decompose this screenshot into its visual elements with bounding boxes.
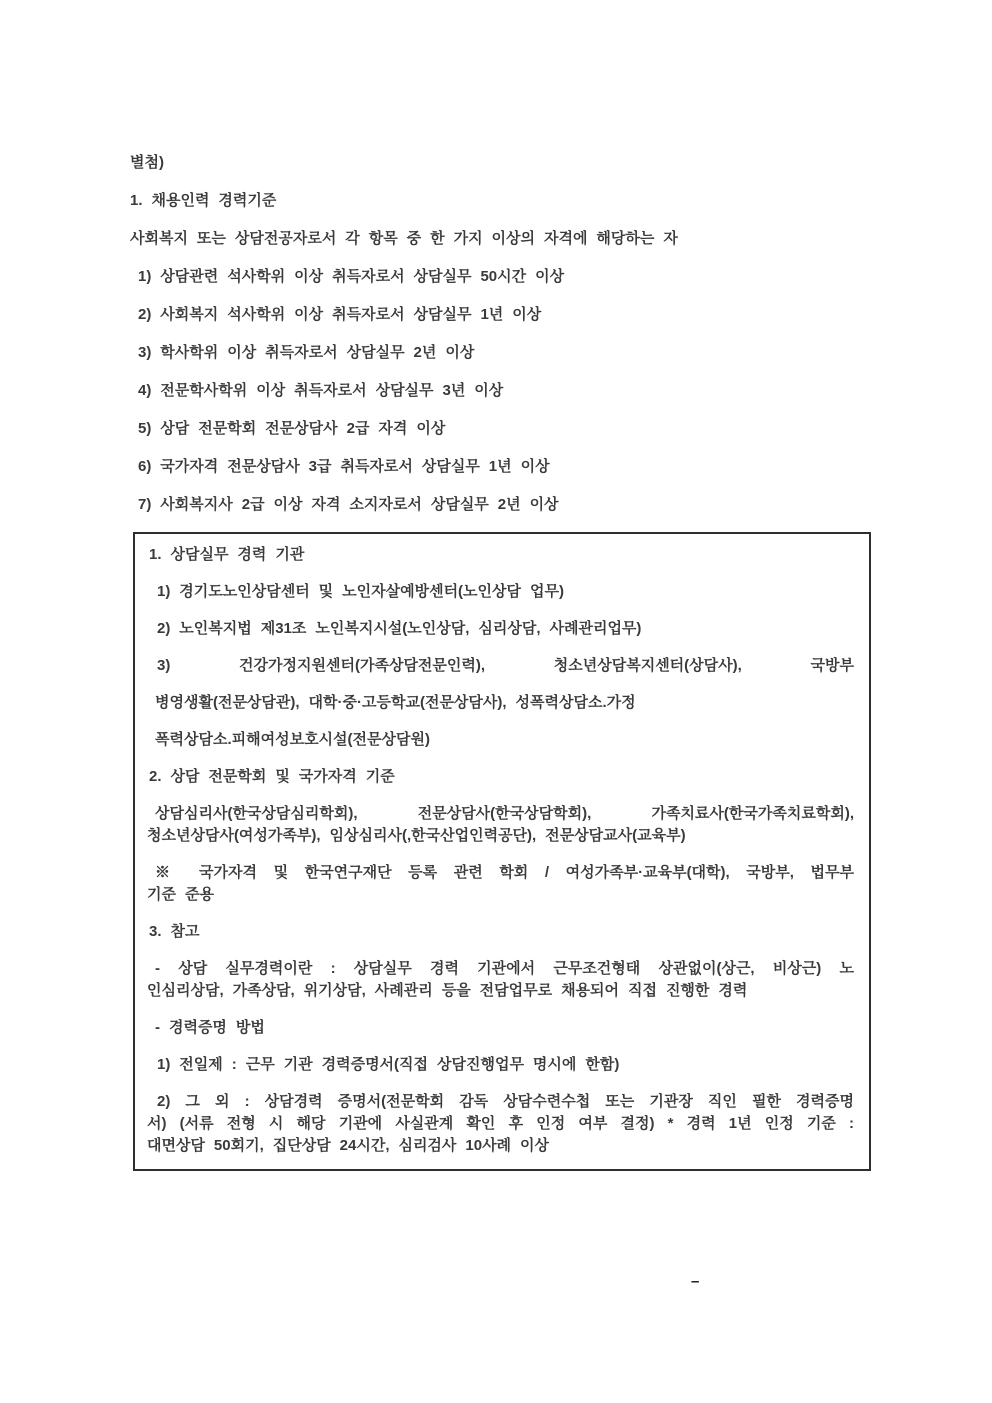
national-qualification-note-line-1: ※ 국가자격 및 한국연구재단 등록 관련 학회 / 여성가족부·교육부(대학), 국방부, 법무부 (155, 864, 854, 881)
criteria-box (133, 532, 871, 1171)
association-list-line-2: 청소년상담사(여성가족부), 임상심리사(,한국산업인력공단), 전문상담교사(교육부) (147, 827, 686, 844)
qualification-item-4: 4) 전문학사학위 이상 취득자로서 상담실무 3년 이상 (138, 382, 504, 399)
box-section2-heading: 2. 상담 전문학회 및 국가자격 기준 (149, 768, 395, 785)
career-org-item-3-cont-2: 폭력상담소.피해여성보호시설(전문상담원) (155, 731, 430, 748)
career-org-item-3-cont-1: 병영생활(전문상담관), 대학·중·고등학교(전문상담사), 성폭력상담소.가정 (155, 694, 636, 711)
qualification-lead-sentence: 사회복지 또는 상담전공자로서 각 항목 중 한 가지 이상의 자격에 해당하는 자 (130, 230, 678, 247)
proof-method-other-line-3: 대면상담 50회기, 집단상담 24시간, 심리검사 10사례 이상 (147, 1137, 549, 1154)
proof-method-other-line-1: 2) 그 외 : 상담경력 증명서(전문학회 감독 상담수련수첩 또는 기관장 직인 필한 경력증명 (157, 1093, 854, 1110)
qualification-item-1: 1) 상담관련 석사학위 이상 취득자로서 상담실무 50시간 이상 (138, 268, 565, 285)
qualification-item-7: 7) 사회복지사 2급 이상 자격 소지자로서 상담실무 2년 이상 (138, 496, 559, 513)
career-org-item-3: 3) 건강가정지원센터(가족상담전문인력), 청소년상담복지센터(상담사), 국방부 (157, 657, 854, 674)
document-content (130, 152, 872, 1171)
box-section1-heading: 1. 상담실무 경력 기관 (149, 546, 305, 563)
section-title-recruitment-criteria: 1. 채용인력 경력기준 (130, 192, 277, 209)
proof-method-other-line-2: 서) (서류 전형 시 해당 기관에 사실관계 확인 후 인정 여부 결정) * 경력 1년 인정 기준 : (147, 1115, 854, 1132)
association-list-line-1: 상담심리사(한국상담심리학회), 전문상담사(한국상담학회), 가족치료사(한국가족치료학회), (155, 805, 854, 822)
qualification-item-3: 3) 학사학위 이상 취득자로서 상담실무 2년 이상 (138, 344, 475, 361)
qualification-item-2: 2) 사회복지 석사학위 이상 취득자로서 상담실무 1년 이상 (138, 306, 542, 323)
career-proof-method-label: - 경력증명 방법 (155, 1019, 265, 1036)
career-org-item-1: 1) 경기도노인상담센터 및 노인자살예방센터(노인상담 업무) (157, 583, 564, 600)
qualification-item-5: 5) 상담 전문학회 전문상담사 2급 자격 이상 (138, 420, 446, 437)
qualification-item-6: 6) 국가자격 전문상담사 3급 취득자로서 상담실무 1년 이상 (138, 458, 550, 475)
career-definition-line-2: 인심리상담, 가족상담, 위기상담, 사례관리 등을 전담업무로 채용되어 직접 진행한 경력 (147, 982, 748, 999)
national-qualification-note-line-2: 기준 준용 (147, 886, 214, 903)
career-org-item-2: 2) 노인복지법 제31조 노인복지시설(노인상담, 심리상담, 사례관리업무) (157, 620, 642, 637)
page-footer-dash: – (691, 1273, 700, 1290)
attachment-label: 별첨) (130, 154, 164, 171)
career-definition-line-1: - 상담 실무경력이란 : 상담실무 경력 기관에서 근무조건형태 상관없이(상근, 비상근) 노 (155, 960, 854, 977)
box-section3-heading: 3. 참고 (149, 923, 200, 940)
proof-method-fulltime: 1) 전일제 : 근무 기관 경력증명서(직접 상담진행업무 명시에 한함) (157, 1056, 620, 1073)
